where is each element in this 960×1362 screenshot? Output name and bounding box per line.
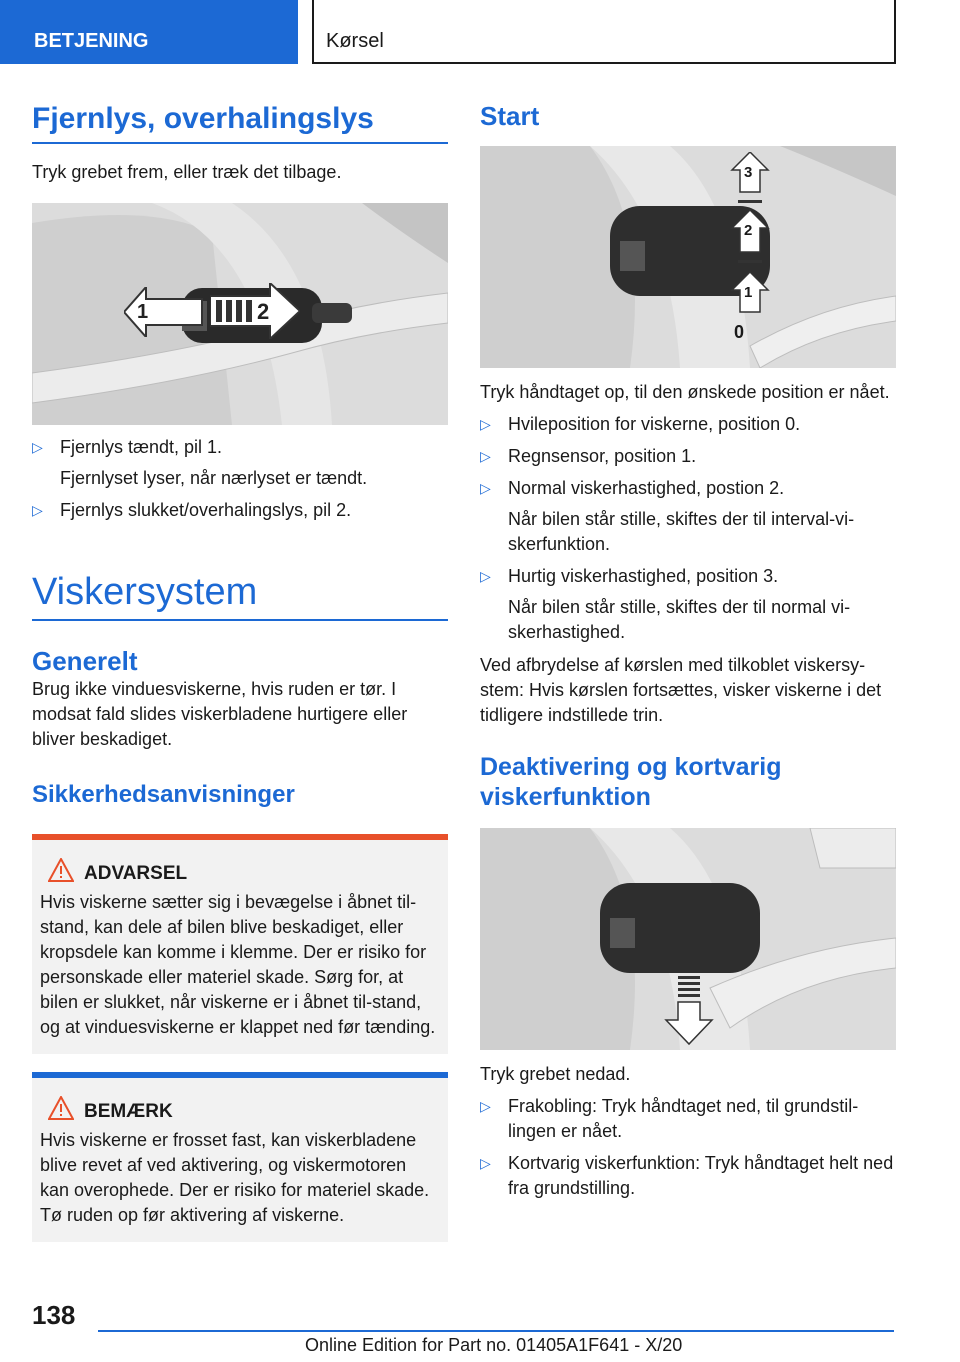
position-1-label: 1 (744, 284, 753, 301)
list-item: ▷ Hvileposition for viskerne, position 0. (480, 412, 896, 437)
footer-rule (98, 1330, 894, 1332)
position-2-label: 2 (744, 222, 753, 239)
warning-text: Hvis viskerne sætter sig i bevægelse i åbnet til-stand, kan dele af bilen blive beskadiget, eller kropsdele kan komme i klemme. Der er risiko for personskade eller materiel skade. Sørg for, at bilen er slukket, når viskerne er i åbnet til-stand, og at vinduesviskerne er klappet ned før tænding. (40, 892, 436, 1037)
footer-edition: Online Edition for Part no. 01405A1F641 - X/20 (305, 1335, 683, 1355)
start-outro: Ved afbrydelse af kørslen med tilkoblet viskersy-stem: Hvis kørslen fortsættes, visker viskerne i det tidligere indstillede trin. (480, 655, 882, 725)
triangle-right-icon: ▷ (480, 1098, 491, 1114)
triangle-right-icon: ▷ (480, 416, 491, 432)
arrow-2-label: 2 (257, 299, 270, 324)
figure-wiper-positions (480, 146, 896, 368)
arrow-2-icon (210, 283, 300, 339)
section-title-wiper: Viskersystem (32, 569, 448, 621)
list-item: ▷ Hurtig viskerhastighed, position 3. Når bilen står stille, skiftes der til normal vi-skerhastighed. (480, 566, 851, 642)
arrow-1-label: 1 (137, 301, 149, 323)
header-section: BETJENING (0, 0, 298, 64)
high-beam-intro: Tryk grebet frem, eller træk det tilbage. (32, 162, 342, 182)
triangle-right-icon: ▷ (32, 502, 43, 518)
triangle-right-icon: ▷ (480, 568, 491, 584)
high-beam-list (32, 435, 448, 523)
section-title-deactivation: Deaktivering og kortvarig viskerfunktion (480, 753, 782, 811)
list-item: ▷ Normal viskerhastighed, postion 2. Når bilen står stille, skiftes der til interval-vi-skerfunktion. (480, 478, 855, 554)
section-title-start: Start (480, 101, 540, 131)
triangle-right-icon: ▷ (480, 448, 491, 464)
notice-title: BEMÆRK (40, 1078, 440, 1128)
notice-text: Hvis viskerne er frosset fast, kan viskerbladene blive revet af ved aktivering, og viskermotoren kan overophede. Der er risiko for materiel skade. Tø ruden op før aktivering af viskerne. (40, 1130, 430, 1225)
position-3-label: 3 (744, 164, 753, 181)
header-chapter: Kørsel (312, 0, 896, 64)
warning-title: ADVARSEL (40, 840, 440, 890)
page-number: 138 (32, 1300, 76, 1330)
warning-triangle-icon (48, 1096, 74, 1120)
list-item: ▷ Regnsensor, position 1. (480, 444, 896, 469)
list-item: ▷ Fjernlys tændt, pil 1. Fjernlyset lyser, når nærlyset er tændt. (32, 437, 368, 488)
list-item: ▷ Fjernlys slukket/overhalingslys, pil 2. (32, 498, 448, 523)
list-item: ▷ Frakobling: Tryk håndtaget ned, til grundstil-lingen er nået. (480, 1096, 859, 1141)
deactivation-list (480, 1094, 896, 1201)
figure-high-beam-lever (32, 203, 448, 425)
deactivation-intro: Tryk grebet nedad. (480, 1064, 631, 1084)
subsection-title-safety: Sikkerhedsanvisninger (32, 781, 295, 808)
warning-triangle-icon (48, 858, 74, 882)
left-column (32, 100, 448, 1242)
start-intro: Tryk håndtaget op, til den ønskede position er nået. (480, 382, 890, 402)
triangle-right-icon: ▷ (480, 480, 491, 496)
position-0-label: 0 (734, 322, 745, 342)
notice-box (32, 1072, 448, 1242)
right-column (480, 100, 896, 1201)
arrow-down-icon (664, 976, 714, 1046)
general-text: Brug ikke vinduesviskerne, hvis ruden er tør. I modsat fald slides viskerbladene hurtigere eller bliver beskadiget. (32, 679, 408, 749)
section-title-high-beam: Fjernlys, overhalingslys (32, 100, 448, 144)
triangle-right-icon: ▷ (480, 1155, 491, 1171)
list-item: ▷ Kortvarig viskerfunktion: Tryk håndtaget helt ned fra grundstilling. (480, 1153, 894, 1198)
subsection-title-general: Generelt (32, 646, 138, 676)
arrow-1-icon (124, 287, 204, 337)
triangle-right-icon: ▷ (32, 439, 43, 455)
wiper-lever-illustration (480, 146, 896, 368)
warning-box (32, 834, 448, 1054)
figure-wiper-down (480, 828, 896, 1050)
wiper-positions-list (480, 412, 896, 645)
